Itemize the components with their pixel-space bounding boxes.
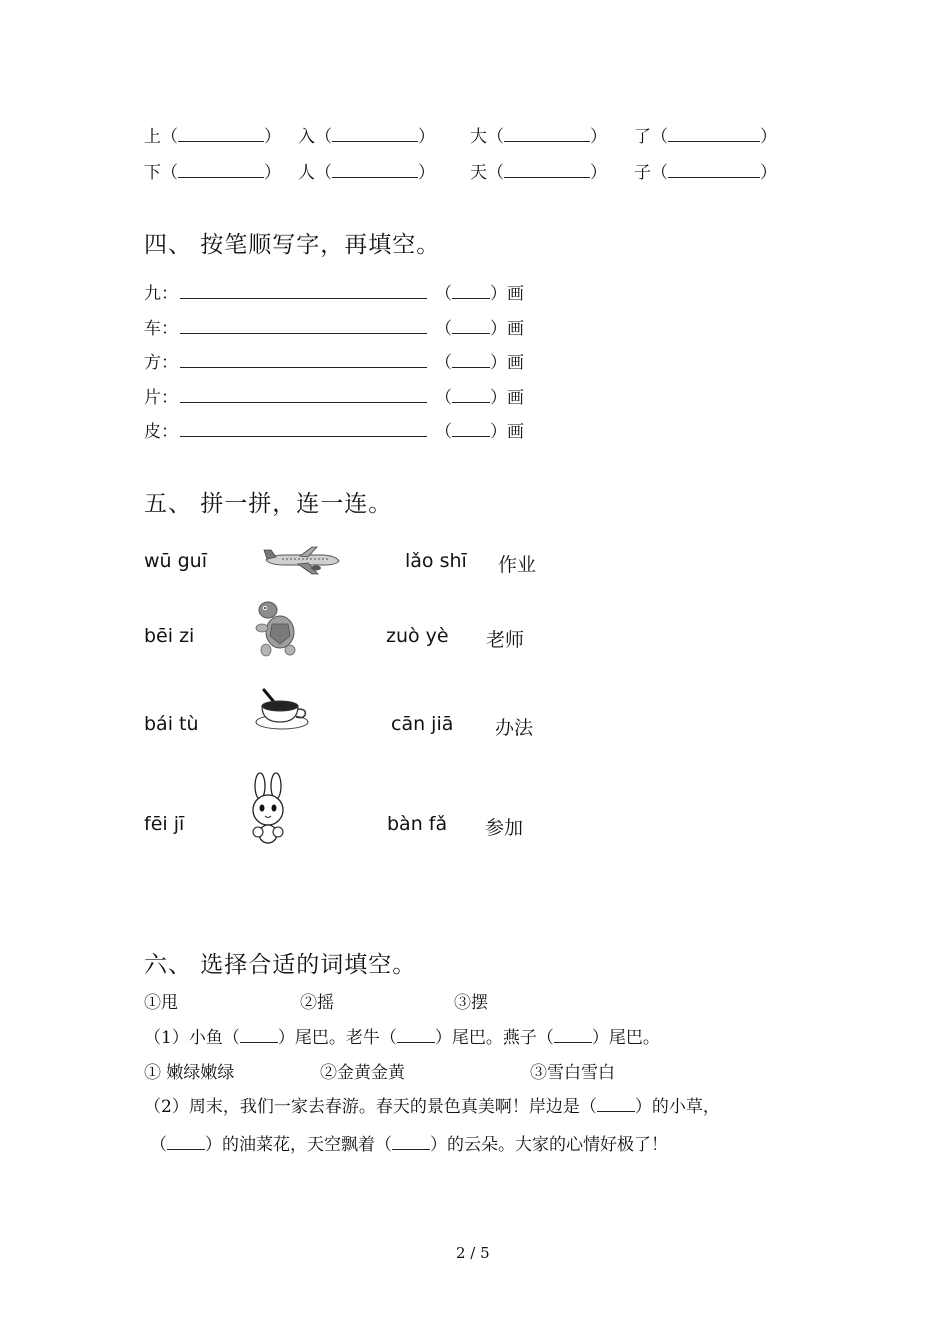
pair-char: 人 — [298, 163, 315, 183]
right-word: 办法 — [495, 717, 534, 739]
count-blank[interactable] — [452, 284, 490, 299]
left-pinyin: bái tù — [144, 713, 199, 735]
pair-char: 下 — [144, 163, 161, 183]
answer-blank[interactable] — [668, 126, 760, 142]
pair-char: 大 — [470, 127, 487, 147]
answer-blank[interactable] — [240, 1028, 278, 1043]
left-pinyin: wū guī — [144, 550, 208, 572]
question-2-line-2: （ ）的油菜花，天空飘着（ ）的云朵。大家的心情好极了！ — [150, 1135, 668, 1155]
writing-line[interactable] — [180, 386, 427, 403]
count-blank[interactable] — [452, 353, 490, 368]
answer-blank[interactable] — [332, 162, 418, 178]
right-word: 老师 — [486, 629, 525, 651]
left-pinyin: fēi jī — [144, 813, 185, 835]
pair-char: 子 — [634, 163, 651, 183]
pair-char: 了 — [634, 127, 651, 147]
answer-blank[interactable] — [504, 126, 590, 142]
section-6-title: 六、 选择合适的词填空。 — [144, 952, 417, 978]
turtle-image[interactable] — [252, 598, 302, 658]
option: ③雪白雪白 — [530, 1063, 615, 1083]
page-number: 2 / 5 — [456, 1244, 490, 1262]
answer-blank[interactable] — [597, 1097, 635, 1112]
writing-line[interactable] — [180, 282, 427, 299]
writing-line[interactable] — [180, 420, 427, 437]
count-blank[interactable] — [452, 319, 490, 334]
option: ①甩 — [144, 993, 178, 1013]
answer-blank[interactable] — [554, 1028, 592, 1043]
question-1: （1）小鱼（ ）尾巴。老牛（ ）尾巴。燕子（ ）尾巴。 — [144, 1028, 660, 1048]
option: ②金黄金黄 — [320, 1063, 405, 1083]
right-pinyin: zuò yè — [386, 625, 449, 647]
option: ① 嫩绿嫩绿 — [144, 1063, 235, 1083]
pair-char: 上 — [144, 127, 161, 147]
answer-blank[interactable] — [332, 126, 418, 142]
question-2-line-1: （2）周末，我们一家去春游。春天的景色真美啊！岸边是（ ）的小草， — [144, 1097, 720, 1117]
section-5-title: 五、 拼一拼，连一连。 — [144, 491, 393, 517]
answer-blank[interactable] — [668, 162, 760, 178]
stroke-row: 片： （ ）画 — [144, 388, 524, 408]
pair-char: 入 — [298, 127, 315, 147]
option: ②摇 — [300, 993, 334, 1013]
right-pinyin: cān jiā — [391, 713, 454, 735]
right-word: 作业 — [498, 554, 537, 576]
stroke-row: 九： （ ）画 — [144, 284, 524, 304]
pair-char: 天 — [470, 163, 487, 183]
answer-blank[interactable] — [167, 1135, 205, 1150]
right-pinyin: bàn fǎ — [387, 813, 448, 835]
writing-line[interactable] — [180, 351, 427, 368]
answer-blank[interactable] — [178, 162, 264, 178]
airplane-image[interactable] — [262, 544, 342, 576]
count-blank[interactable] — [452, 388, 490, 403]
right-pinyin: lǎo shī — [405, 550, 467, 572]
answer-blank[interactable] — [397, 1028, 435, 1043]
right-word: 参加 — [485, 817, 524, 839]
answer-blank[interactable] — [392, 1135, 430, 1150]
answer-blank[interactable] — [504, 162, 590, 178]
option: ③摆 — [454, 993, 488, 1013]
section-4-title: 四、 按笔顺写字，再填空。 — [144, 232, 441, 258]
left-pinyin: bēi zi — [144, 625, 195, 647]
answer-blank[interactable] — [178, 126, 264, 142]
stroke-row: 方： （ ）画 — [144, 353, 524, 373]
stroke-row: 皮： （ ）画 — [144, 422, 524, 442]
count-blank[interactable] — [452, 422, 490, 437]
rabbit-image[interactable] — [242, 772, 294, 844]
writing-line[interactable] — [180, 317, 427, 334]
teacup-image[interactable] — [254, 688, 310, 732]
stroke-row: 车： （ ）画 — [144, 319, 524, 339]
